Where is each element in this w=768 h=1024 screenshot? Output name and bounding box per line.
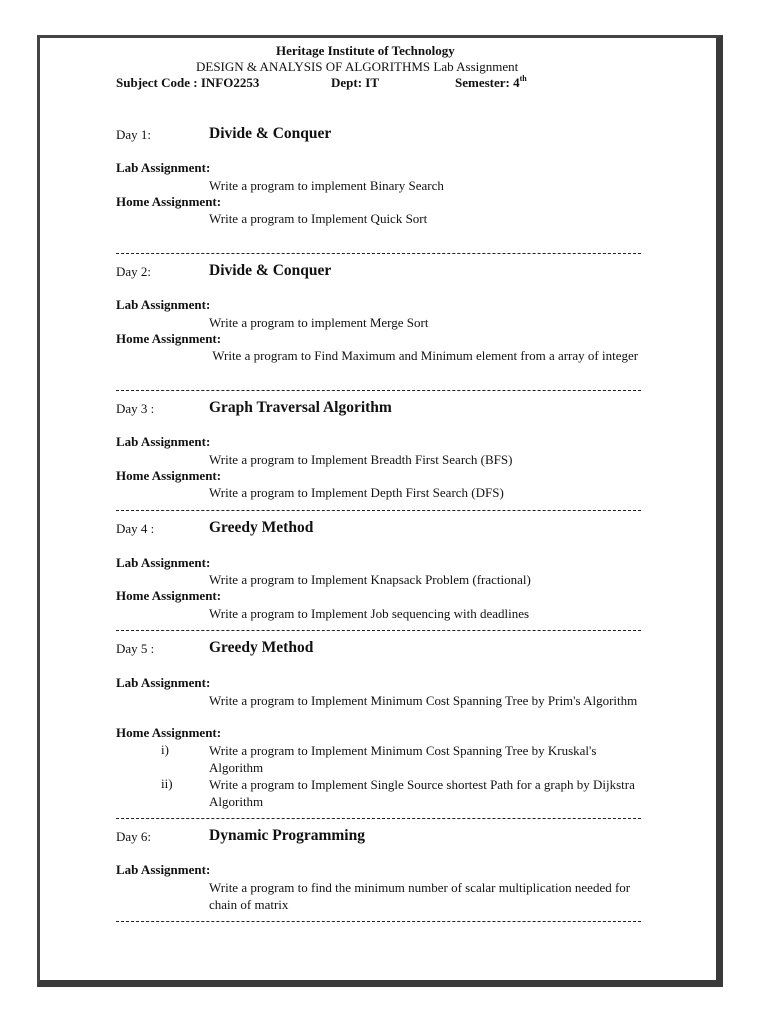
day-5-home-item-1: Write a program to Implement Minimum Cost Spanning Tree by Kruskal's Algorithm xyxy=(209,743,597,775)
day-5-label: Day 5 : xyxy=(116,641,155,656)
semester xyxy=(455,75,527,91)
institute-name: Heritage Institute of Technology xyxy=(276,43,455,58)
day-4-topic: Greedy Method xyxy=(209,519,314,536)
day-2-topic: Divide & Conquer xyxy=(209,262,332,279)
day-5-home-item-2: Write a program to Implement Single Source shortest Path for a graph by Dijkstra Algorithm xyxy=(209,777,635,809)
day-1-topic: Divide & Conquer xyxy=(209,125,332,142)
day-4-label: Day 4 : xyxy=(116,521,155,536)
day-6-lab-task: Write a program to find the minimum number of scalar multiplication needed for chain of matrix xyxy=(209,880,631,912)
separator xyxy=(116,921,641,922)
department: Dept: IT xyxy=(331,75,380,90)
course-title-suffix: Lab Assignment xyxy=(430,59,519,74)
day-3-topic: Graph Traversal Algorithm xyxy=(209,399,392,416)
day-5-home-item-2-number: ii) xyxy=(161,776,173,791)
separator xyxy=(116,630,641,631)
day-2-lab-task: Write a program to implement Merge Sort xyxy=(209,315,429,330)
semester-text: Semester: 4 xyxy=(455,75,520,90)
separator xyxy=(116,818,641,819)
day-5-home-label: Home Assignment: xyxy=(116,725,222,740)
separator xyxy=(116,390,641,391)
day-2-label: Day 2: xyxy=(116,264,152,279)
course-title xyxy=(196,59,518,75)
day-4-lab-task: Write a program to Implement Knapsack Problem (fractional) xyxy=(209,572,531,587)
semester-suffix: th xyxy=(519,74,527,83)
day-2-home-task: Write a program to Find Maximum and Minimum element from a array of integer xyxy=(209,348,639,363)
day-3-home-label: Home Assignment: xyxy=(116,468,222,483)
day-5-home-item-1-number: i) xyxy=(161,742,169,757)
day-4-home-label: Home Assignment: xyxy=(116,588,222,603)
course-title-main: DESIGN & ANALYSIS OF ALGORITHMS xyxy=(196,59,431,74)
day-2-lab-label: Lab Assignment: xyxy=(116,297,211,312)
day-6-lab-label: Lab Assignment: xyxy=(116,862,211,877)
day-3-label: Day 3 : xyxy=(116,401,155,416)
day-5-lab-task: Write a program to Implement Minimum Cost Spanning Tree by Prim's Algorithm xyxy=(209,693,638,708)
day-5-lab-label: Lab Assignment: xyxy=(116,675,211,690)
day-1-lab-label: Lab Assignment: xyxy=(116,160,211,175)
day-1-lab-task: Write a program to implement Binary Search xyxy=(209,178,444,193)
day-3-lab-task: Write a program to Implement Breadth First Search (BFS) xyxy=(209,452,513,467)
day-3-home-task: Write a program to Implement Depth First Search (DFS) xyxy=(209,485,504,500)
day-6-label: Day 6: xyxy=(116,829,152,844)
separator xyxy=(116,510,641,511)
day-6-topic: Dynamic Programming xyxy=(209,827,365,844)
day-1-label: Day 1: xyxy=(116,127,152,142)
day-5-topic: Greedy Method xyxy=(209,639,314,656)
day-1-home-task: Write a program to Implement Quick Sort xyxy=(209,211,428,226)
day-4-home-task: Write a program to Implement Job sequencing with deadlines xyxy=(209,606,530,621)
day-1-home-label: Home Assignment: xyxy=(116,194,222,209)
day-2-home-label: Home Assignment: xyxy=(116,331,222,346)
subject-code: Subject Code : INFO2253 xyxy=(116,75,260,90)
day-4-lab-label: Lab Assignment: xyxy=(116,555,211,570)
separator xyxy=(116,253,641,254)
day-3-lab-label: Lab Assignment: xyxy=(116,434,211,449)
